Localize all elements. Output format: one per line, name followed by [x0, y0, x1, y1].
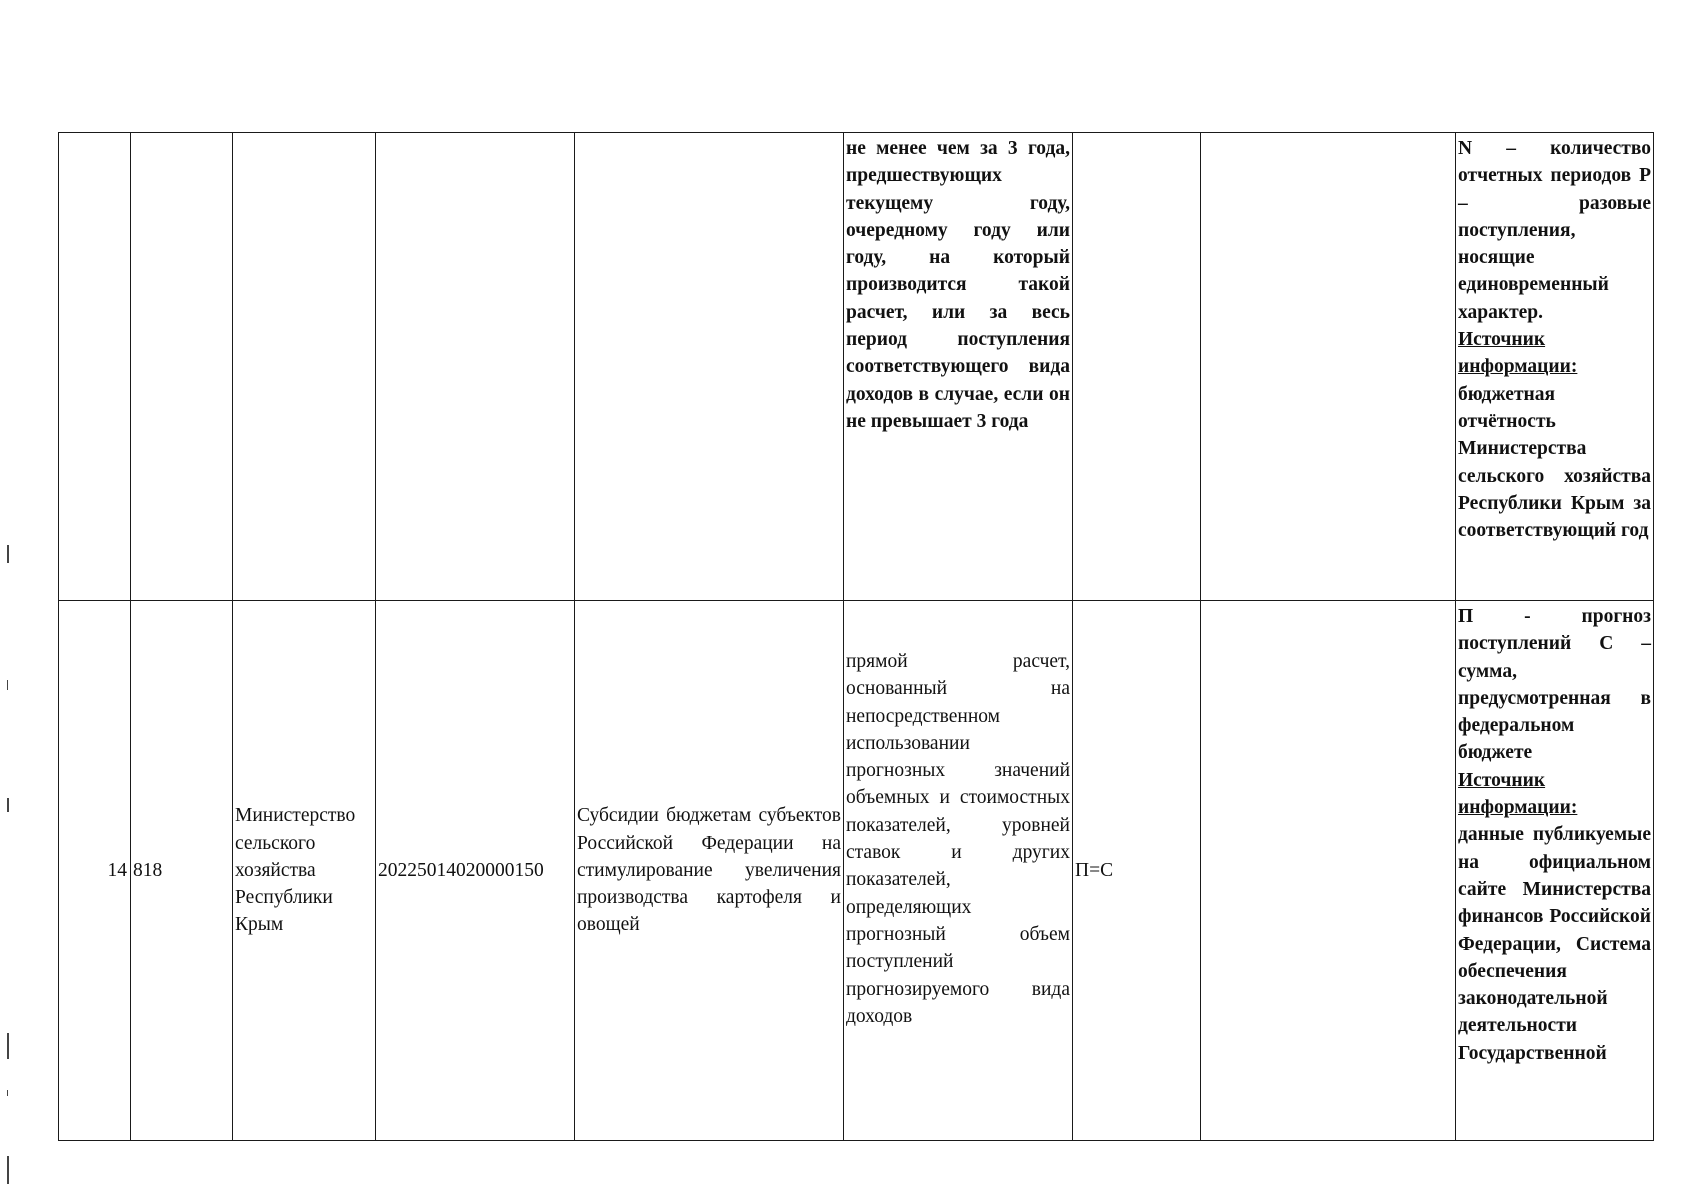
admin-code-cell: 818	[131, 601, 233, 1141]
revenue-name-cell	[575, 133, 844, 601]
administrator-cell	[233, 133, 376, 601]
revenue-name-cell: Субсидии бюджетам субъектов Российской Федерации на стимулирование увеличения производства картофеля и овощей	[575, 601, 844, 1141]
formula-cell	[1073, 133, 1201, 601]
method-text: прямой расчет, основанный на непосредственном использовании прогнозных значений объемных и стоимостных показателей, уровней ставок и других показателей, определяющих прогнозный объем поступлений прогнозируемого вида доходов	[846, 651, 1070, 1027]
indicator-description-cell	[1456, 133, 1654, 601]
algorithm-cell	[1201, 601, 1456, 1141]
margin-mark	[7, 545, 9, 563]
method-cell	[844, 601, 1073, 1141]
margin-mark	[7, 798, 9, 812]
indicator-description: N – количество отчетных периодов Р – разовые поступления, носящие единовременный характер.	[1458, 138, 1651, 323]
cell-spacer	[846, 603, 1070, 648]
margin-mark	[7, 1156, 9, 1184]
source-description: бюджетная отчётность Министерства сельского хозяйства Республики Крым за соответствующий год	[1458, 383, 1651, 542]
indicator-description-cell	[1456, 601, 1654, 1141]
algorithm-cell	[1201, 133, 1456, 601]
formula-cell: П=С	[1073, 601, 1201, 1141]
indicator-description: П - прогноз поступлений С – сумма, предусмотренная в федеральном бюджете	[1458, 606, 1651, 764]
source-label: Источник информации:	[1458, 329, 1578, 378]
kbk-code-cell: 20225014020000150	[376, 601, 575, 1141]
source-label: Источник информации:	[1458, 769, 1578, 819]
administrator-cell: Министерство сельского хозяйства Республики Крым	[233, 601, 376, 1141]
method-cell: не менее чем за 3 года, предшествующих текущему году, очередному году или году, на который производится такой расчет, или за весь период поступления соответствующего вида доходов в случае, если он не превышает 3 года	[844, 133, 1073, 601]
row-number-cell	[59, 133, 131, 601]
revenue-forecast-table	[58, 132, 1654, 1141]
margin-mark	[7, 1033, 9, 1059]
margin-mark	[7, 680, 8, 690]
table-row	[59, 133, 1654, 601]
kbk-code-cell	[376, 133, 575, 601]
source-description: данные публикуемые на официальном сайте Министерства финансов Российской Федерации, Система обеспечения законодательной деятельности Государственной	[1458, 824, 1651, 1064]
margin-mark	[7, 1090, 8, 1096]
admin-code-cell	[131, 133, 233, 601]
table-row	[59, 601, 1654, 1141]
row-number-cell: 14	[59, 601, 131, 1141]
